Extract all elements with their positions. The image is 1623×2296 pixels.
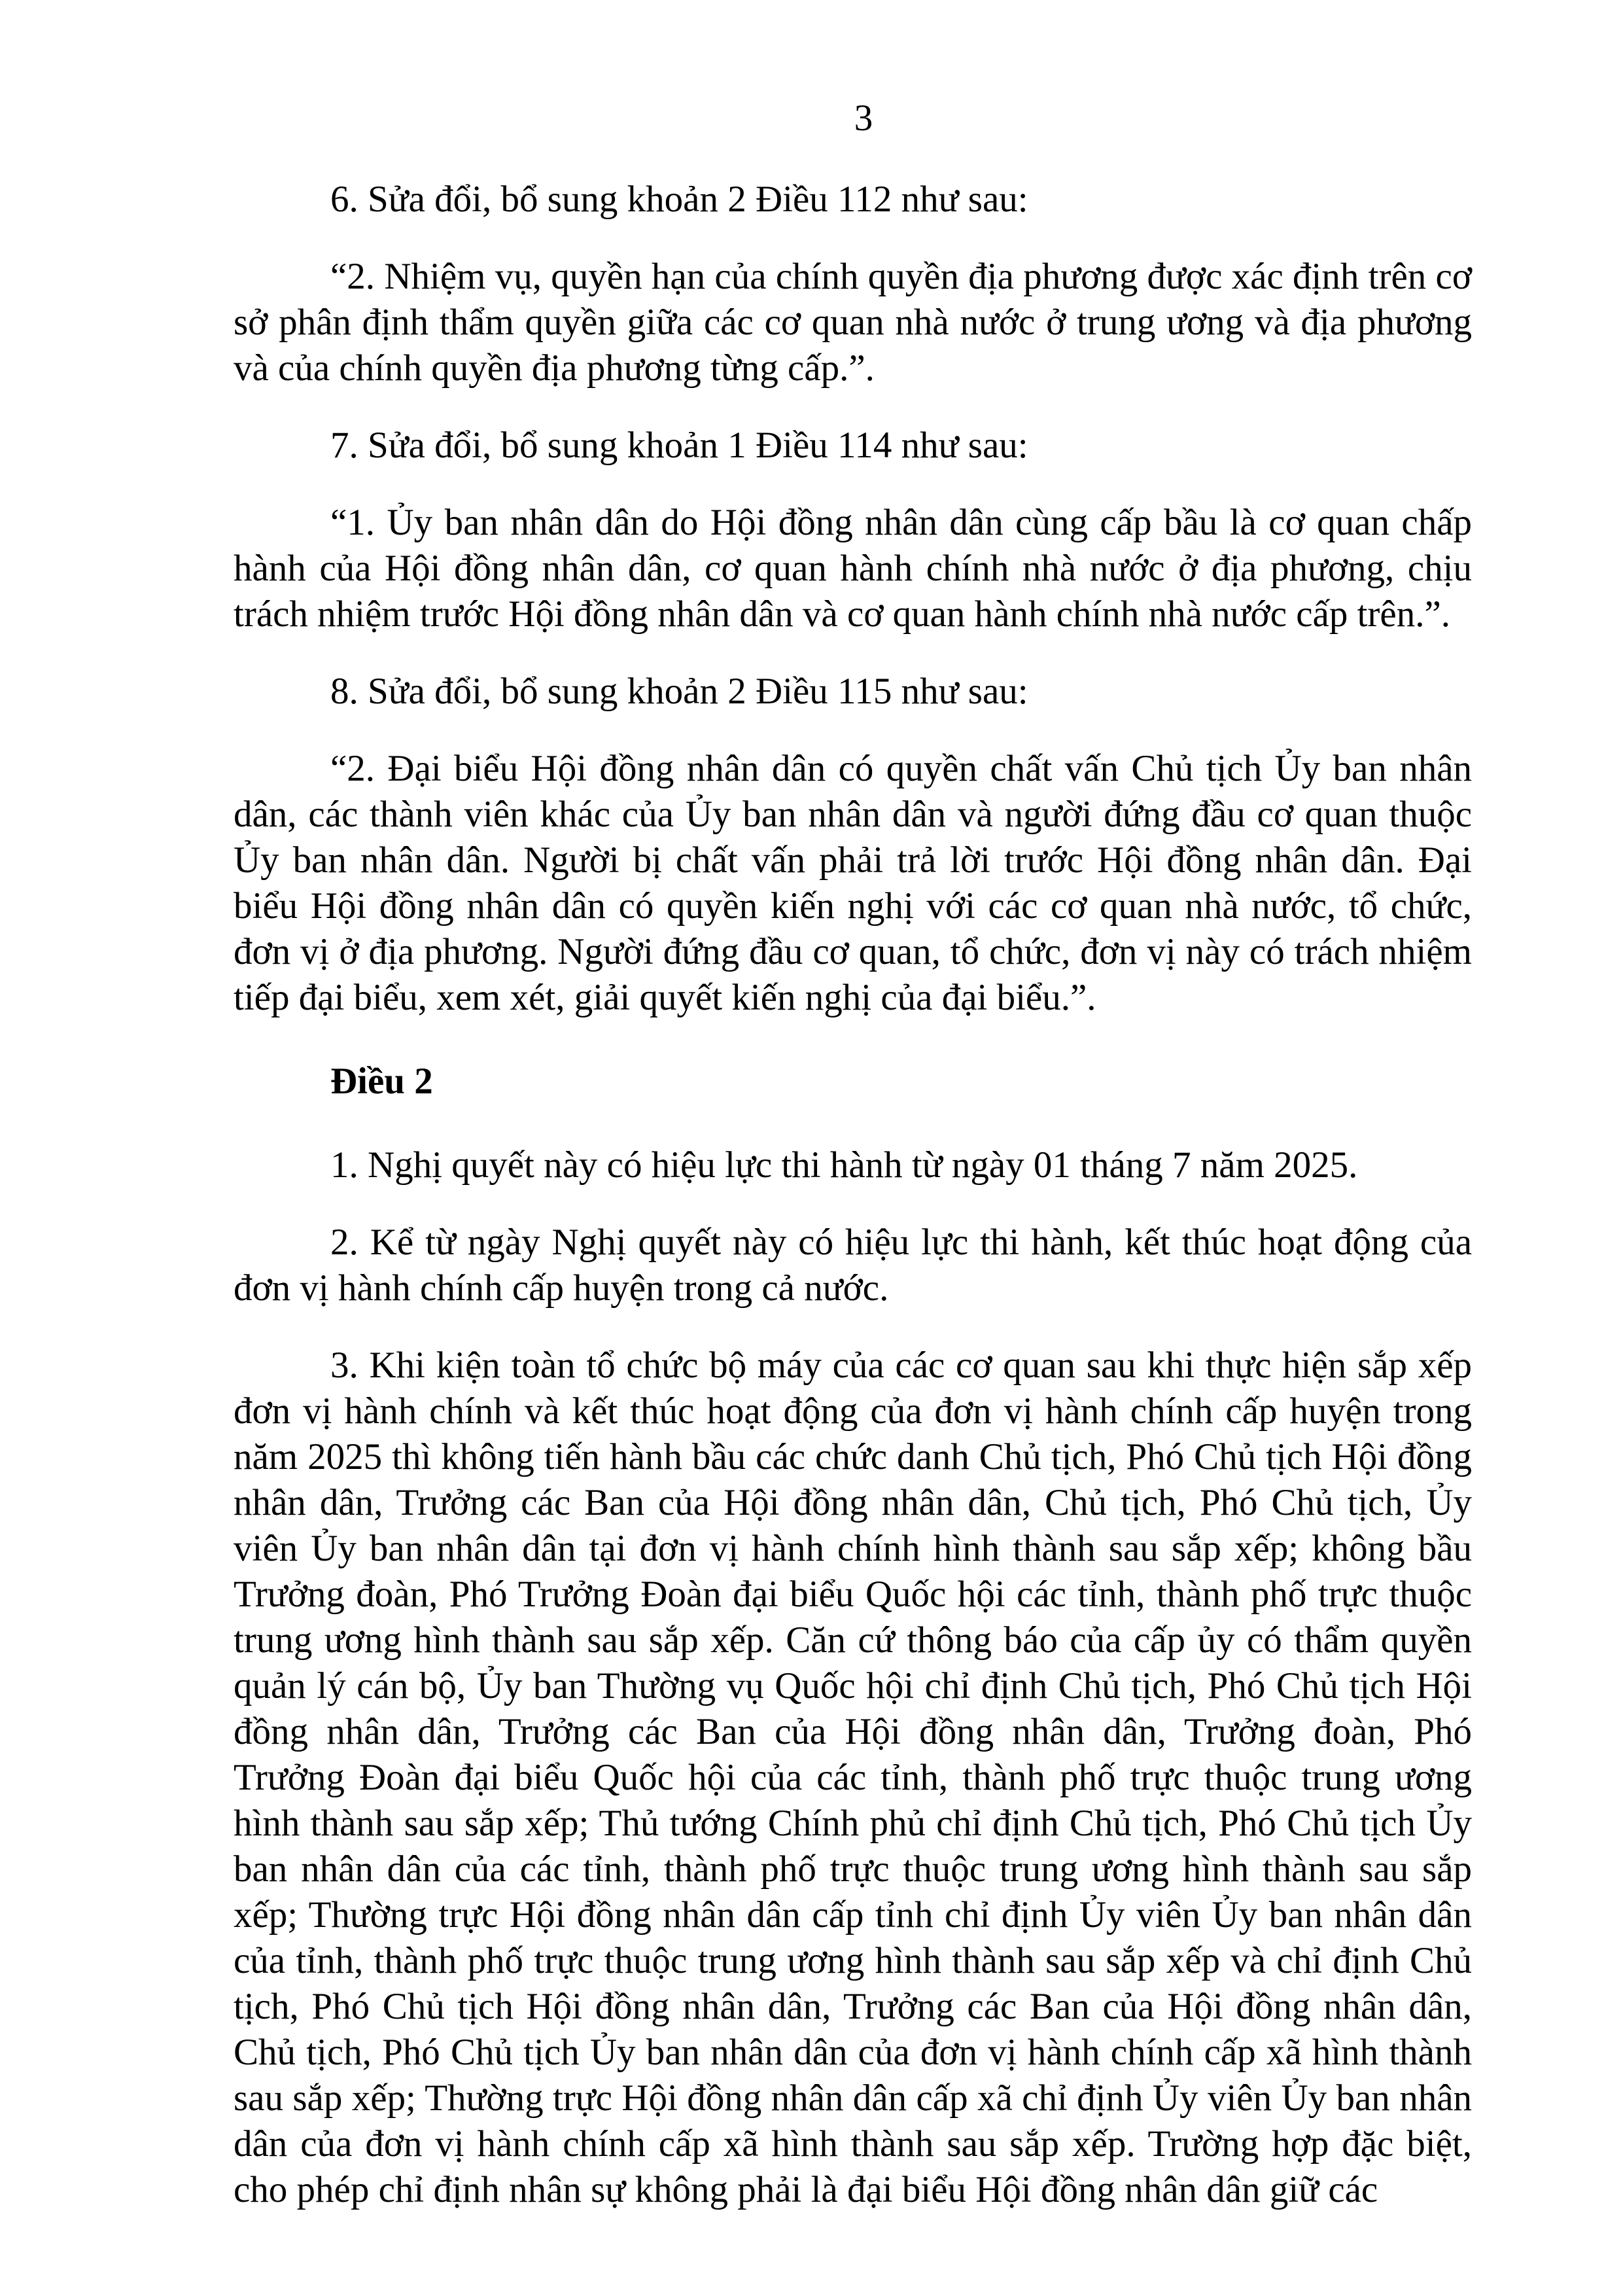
paragraph-quote-article-115: “2. Đại biểu Hội đồng nhân dân có quyền chất vấn Chủ tịch Ủy ban nhân dân, các thành viên khác của Ủy ban nhân dân và người đứng đầu cơ quan thuộc Ủy ban nhân dân. Người bị chất vấn phải trả lời trước Hội đồng nhân dân. Đại biểu Hội đồng nhân dân có quyền kiến nghị với các cơ quan nhà nước, tổ chức, đơn vị ở địa phương. Người đứng đầu cơ quan, tổ chức, đơn vị này có trách nhiệm tiếp đại biểu, xem xét, giải quyết kiến nghị của đại biểu.”. [234, 748, 1472, 1018]
paragraph-amendment-6: 6. Sửa đổi, bổ sung khoản 2 Điều 112 như sau: [330, 179, 1028, 220]
paragraph-clause-2: 2. Kể từ ngày Nghị quyết này có hiệu lực thi hành, kết thúc hoạt động của đơn vị hành chính cấp huyện trong cả nước. [234, 1222, 1472, 1309]
article-heading: Điều 2 [330, 1061, 433, 1102]
paragraph-clause-3: 3. Khi kiện toàn tổ chức bộ máy của các cơ quan sau khi thực hiện sắp xếp đơn vị hành chính và kết thúc hoạt động của đơn vị hành chính cấp huyện trong năm 2025 thì không tiến hành bầu các chức danh Chủ tịch, Phó Chủ tịch Hội đồng nhân dân, Trưởng các Ban của Hội đồng nhân dân, Chủ tịch, Phó Chủ tịch, Ủy viên Ủy ban nhân dân tại đơn vị hành chính hình thành sau sắp xếp; không bầu Trưởng đoàn, Phó Trưởng Đoàn đại biểu Quốc hội các tỉnh, thành phố trực thuộc trung ương hình thành sau sắp xếp. Căn cứ thông báo của cấp ủy có thẩm quyền quản lý cán bộ, Ủy ban Thường vụ Quốc hội chỉ định Chủ tịch, Phó Chủ tịch Hội đồng nhân dân, Trưởng các Ban của Hội đồng nhân dân, Trưởng đoàn, Phó Trưởng Đoàn đại biểu Quốc hội của các tỉnh, thành phố trực thuộc trung ương hình thành sau sắp xếp; Thủ tướng Chính phủ chỉ định Chủ tịch, Phó Chủ tịch Ủy ban nhân dân của các tỉnh, thành phố trực thuộc trung ương hình thành sau sắp xếp; Thường trực Hội đồng nhân dân cấp tỉnh chỉ định Ủy viên Ủy ban nhân dân của tỉnh, thành phố trực thuộc trung ương hình thành sau sắp xếp và chỉ định Chủ tịch, Phó Chủ tịch Hội đồng nhân dân, Trưởng các Ban của Hội đồng nhân dân, Chủ tịch, Phó Chủ tịch Ủy ban nhân dân của đơn vị hành chính cấp xã hình thành sau sắp xếp; Thường trực Hội đồng nhân dân cấp xã chỉ định Ủy viên Ủy ban nhân dân của đơn vị hành chính cấp xã hình thành sau sắp xếp. Trường hợp đặc biệt, cho phép chỉ định nhân sự không phải là đại biểu Hội đồng nhân dân giữ các [234, 1345, 1472, 2210]
page-number: 3 [854, 97, 873, 139]
document-body [234, 177, 1472, 2213]
paragraph-amendment-8: 8. Sửa đổi, bổ sung khoản 2 Điều 115 như sau: [330, 671, 1028, 712]
paragraph-amendment-7: 7. Sửa đổi, bổ sung khoản 1 Điều 114 như sau: [330, 425, 1028, 466]
paragraph-quote-article-112: “2. Nhiệm vụ, quyền hạn của chính quyền địa phương được xác định trên cơ sở phân định thẩm quyền giữa các cơ quan nhà nước ở trung ương và địa phương và của chính quyền địa phương từng cấp.”. [234, 256, 1472, 389]
paragraph-clause-1: 1. Nghị quyết này có hiệu lực thi hành từ ngày 01 tháng 7 năm 2025. [330, 1144, 1358, 1186]
paragraph-quote-article-114: “1. Ủy ban nhân dân do Hội đồng nhân dân cùng cấp bầu là cơ quan chấp hành của Hội đồng nhân dân, cơ quan hành chính nhà nước ở địa phương, chịu trách nhiệm trước Hội đồng nhân dân và cơ quan hành chính nhà nước cấp trên.”. [234, 502, 1472, 635]
